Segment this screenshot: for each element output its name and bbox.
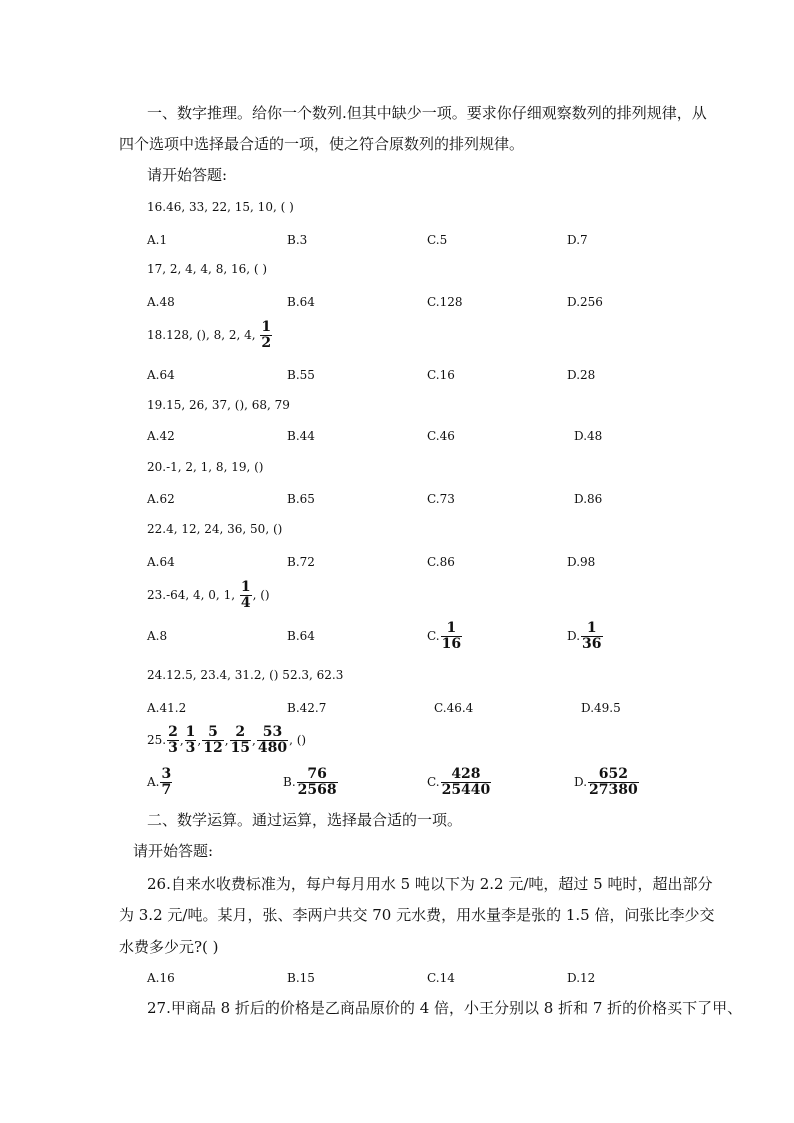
q25-fraction-4-denominator: 15 bbox=[230, 740, 251, 756]
q23-option-d-denominator: 36 bbox=[582, 636, 602, 652]
q26-option-a: A.16 bbox=[147, 971, 175, 985]
q24-option-a: A.41.2 bbox=[147, 701, 187, 715]
q23-stem-line bbox=[147, 577, 270, 613]
q24-option-d: D.49.5 bbox=[581, 701, 621, 715]
q25-fraction-4-numerator: 2 bbox=[235, 724, 246, 740]
q19-option-c: C.46 bbox=[427, 429, 455, 443]
q18-stem: 18.128, (), 8, 2, 4, bbox=[147, 328, 256, 342]
q25-option-a-fraction bbox=[160, 767, 172, 798]
q25-stem-end: , () bbox=[289, 733, 307, 747]
q25-option-d-prefix: D. bbox=[574, 775, 588, 789]
q23-stem: 23.-64, 4, 0, 1, bbox=[147, 588, 236, 602]
q22-option-c: C.86 bbox=[427, 555, 455, 569]
section1-intro-line1: 一、数字推理。给你一个数列.但其中缺少一项。要求你仔细观察数列的排列规律，从 bbox=[147, 104, 707, 122]
q25-option-a-prefix: A. bbox=[147, 775, 160, 789]
q23-option-d bbox=[567, 619, 604, 653]
q24-option-c: C.46.4 bbox=[434, 701, 474, 715]
q25-option-a-numerator: 3 bbox=[161, 766, 172, 782]
q23-option-c-prefix: C. bbox=[427, 629, 440, 643]
q20-option-b: B.65 bbox=[287, 492, 315, 506]
section2-intro: 二、数学运算。通过运算，选择最合适的一项。 bbox=[147, 811, 463, 829]
q18-stem-line bbox=[147, 318, 273, 352]
q26-line2: 为 3.2 元/吨。某月，张、李两户共交 70 元水费，用水量李是张的 1.5 倍，问张比李少交 bbox=[119, 906, 715, 924]
q25-fraction-3-denominator: 12 bbox=[203, 740, 223, 756]
q26-option-d: D.12 bbox=[567, 971, 596, 985]
q25-fraction-4 bbox=[230, 725, 251, 756]
q25-fraction-5-numerator: 53 bbox=[262, 724, 283, 740]
q19-stem: 19.15, 26, 37, (), 68, 79 bbox=[147, 398, 290, 412]
q23-option-d-numerator: 1 bbox=[586, 620, 597, 636]
q20-option-d: D.86 bbox=[574, 492, 603, 506]
q25-option-d-denominator: 27380 bbox=[589, 782, 638, 798]
q23-option-d-fraction bbox=[581, 621, 602, 652]
q23-option-d-prefix: D. bbox=[567, 629, 581, 643]
q19-option-a: A.42 bbox=[147, 429, 175, 443]
q18-option-a: A.64 bbox=[147, 368, 175, 382]
q27-line1: 27.甲商品 8 折后的价格是乙商品原价的 4 倍，小王分别以 8 折和 7 折的价格买下了甲、 bbox=[147, 999, 743, 1017]
q24-stem: 24.12.5, 23.4, 31.2, () 52.3, 62.3 bbox=[147, 668, 344, 682]
q18-option-d: D.28 bbox=[567, 368, 596, 382]
q16-option-b: B.3 bbox=[287, 233, 308, 247]
q17-option-a: A.48 bbox=[147, 295, 175, 309]
q25-option-d bbox=[574, 764, 640, 800]
q18-fraction bbox=[260, 320, 272, 351]
q25-option-c-denominator: 25440 bbox=[441, 782, 491, 798]
q23-option-c-fraction bbox=[441, 621, 462, 652]
q20-option-c: C.73 bbox=[427, 492, 455, 506]
q18-option-c: C.16 bbox=[427, 368, 455, 382]
section1-start: 请开始答题: bbox=[147, 166, 228, 184]
q16-option-c: C.5 bbox=[427, 233, 448, 247]
q25-fraction-5 bbox=[257, 725, 288, 756]
q22-stem: 22.4, 12, 24, 36, 50, () bbox=[147, 522, 283, 536]
q25-option-b-fraction bbox=[297, 767, 338, 798]
q26-option-b: B.15 bbox=[287, 971, 315, 985]
q26-line3: 水费多少元?( ) bbox=[119, 938, 219, 956]
q16-option-a: A.1 bbox=[147, 233, 168, 247]
q18-fraction-denominator: 2 bbox=[261, 335, 272, 351]
section1-intro-line2: 四个选项中选择最合适的一项，使之符合原数列的排列规律。 bbox=[119, 135, 525, 153]
q19-option-d: D.48 bbox=[574, 429, 603, 443]
q25-fraction-3-numerator: 5 bbox=[208, 724, 218, 740]
q23-option-c bbox=[427, 619, 463, 653]
q26-line1: 26.自来水收费标准为，每户每月用水 5 吨以下为 2.2 元/吨，超过 5 吨时，超出部分 bbox=[147, 875, 713, 893]
q25-option-b bbox=[283, 764, 339, 800]
q18-fraction-numerator: 1 bbox=[261, 319, 272, 335]
q22-option-d: D.98 bbox=[567, 555, 596, 569]
q25-fraction-1-numerator: 2 bbox=[168, 724, 178, 740]
q18-option-b: B.55 bbox=[287, 368, 315, 382]
q25-fraction-1-denominator: 3 bbox=[168, 740, 178, 756]
q23-fraction-numerator: 1 bbox=[240, 579, 251, 595]
q20-option-a: A.62 bbox=[147, 492, 175, 506]
q19-option-b: B.44 bbox=[287, 429, 315, 443]
q16-stem: 16.46, 33, 22, 15, 10, ( ) bbox=[147, 200, 294, 214]
q25-fraction-1 bbox=[167, 725, 179, 756]
q25-option-c bbox=[427, 764, 492, 800]
q25-option-d-fraction bbox=[588, 767, 639, 798]
q25-option-a bbox=[147, 764, 173, 800]
q23-option-c-denominator: 16 bbox=[441, 636, 462, 652]
q25-option-c-prefix: C. bbox=[427, 775, 440, 789]
q25-fraction-2-numerator: 1 bbox=[185, 724, 196, 740]
q25-stem-line: 25. $\frac{2}{3}$ , $\frac{1}{3}$ , $\frac{5}{12}$ , $\frac{2}{15}$ , $\frac{53}{480}$ , () bbox=[147, 724, 307, 756]
q16-option-d: D.7 bbox=[567, 233, 588, 247]
q17-option-d: D.256 bbox=[567, 295, 603, 309]
q25-prefix: 25. bbox=[147, 733, 167, 747]
q25-option-c-numerator: 428 bbox=[451, 766, 481, 782]
q22-option-a: A.64 bbox=[147, 555, 175, 569]
q24-option-b: B.42.7 bbox=[287, 701, 327, 715]
q23-fraction-denominator: 4 bbox=[240, 595, 251, 611]
q17-option-c: C.128 bbox=[427, 295, 463, 309]
q25-option-b-prefix: B. bbox=[283, 775, 296, 789]
q25-option-d-numerator: 652 bbox=[598, 766, 628, 782]
q25-option-a-denominator: 7 bbox=[161, 782, 172, 798]
q23-option-a: A.8 bbox=[147, 629, 168, 643]
q23-option-b: B.64 bbox=[287, 629, 315, 643]
q20-stem: 20.-1, 2, 1, 8, 19, () bbox=[147, 460, 264, 474]
section2-start: 请开始答题: bbox=[133, 842, 214, 860]
q22-option-b: B.72 bbox=[287, 555, 315, 569]
q25-fraction-2 bbox=[185, 725, 197, 756]
q23-fraction bbox=[240, 580, 252, 611]
q23-stem-end: , () bbox=[252, 588, 270, 602]
q25-option-b-denominator: 2568 bbox=[297, 782, 337, 798]
q17-option-b: B.64 bbox=[287, 295, 315, 309]
q25-option-c-fraction bbox=[441, 767, 492, 798]
q25-option-b-numerator: 76 bbox=[307, 766, 327, 782]
q25-fraction-5-denominator: 480 bbox=[257, 740, 288, 756]
q26-option-c: C.14 bbox=[427, 971, 455, 985]
q25-fraction-3 bbox=[202, 725, 223, 756]
q25-fraction-2-denominator: 3 bbox=[185, 740, 196, 756]
q17-stem: 17, 2, 4, 4, 8, 16, ( ) bbox=[147, 262, 268, 276]
q23-option-c-numerator: 1 bbox=[446, 620, 457, 636]
